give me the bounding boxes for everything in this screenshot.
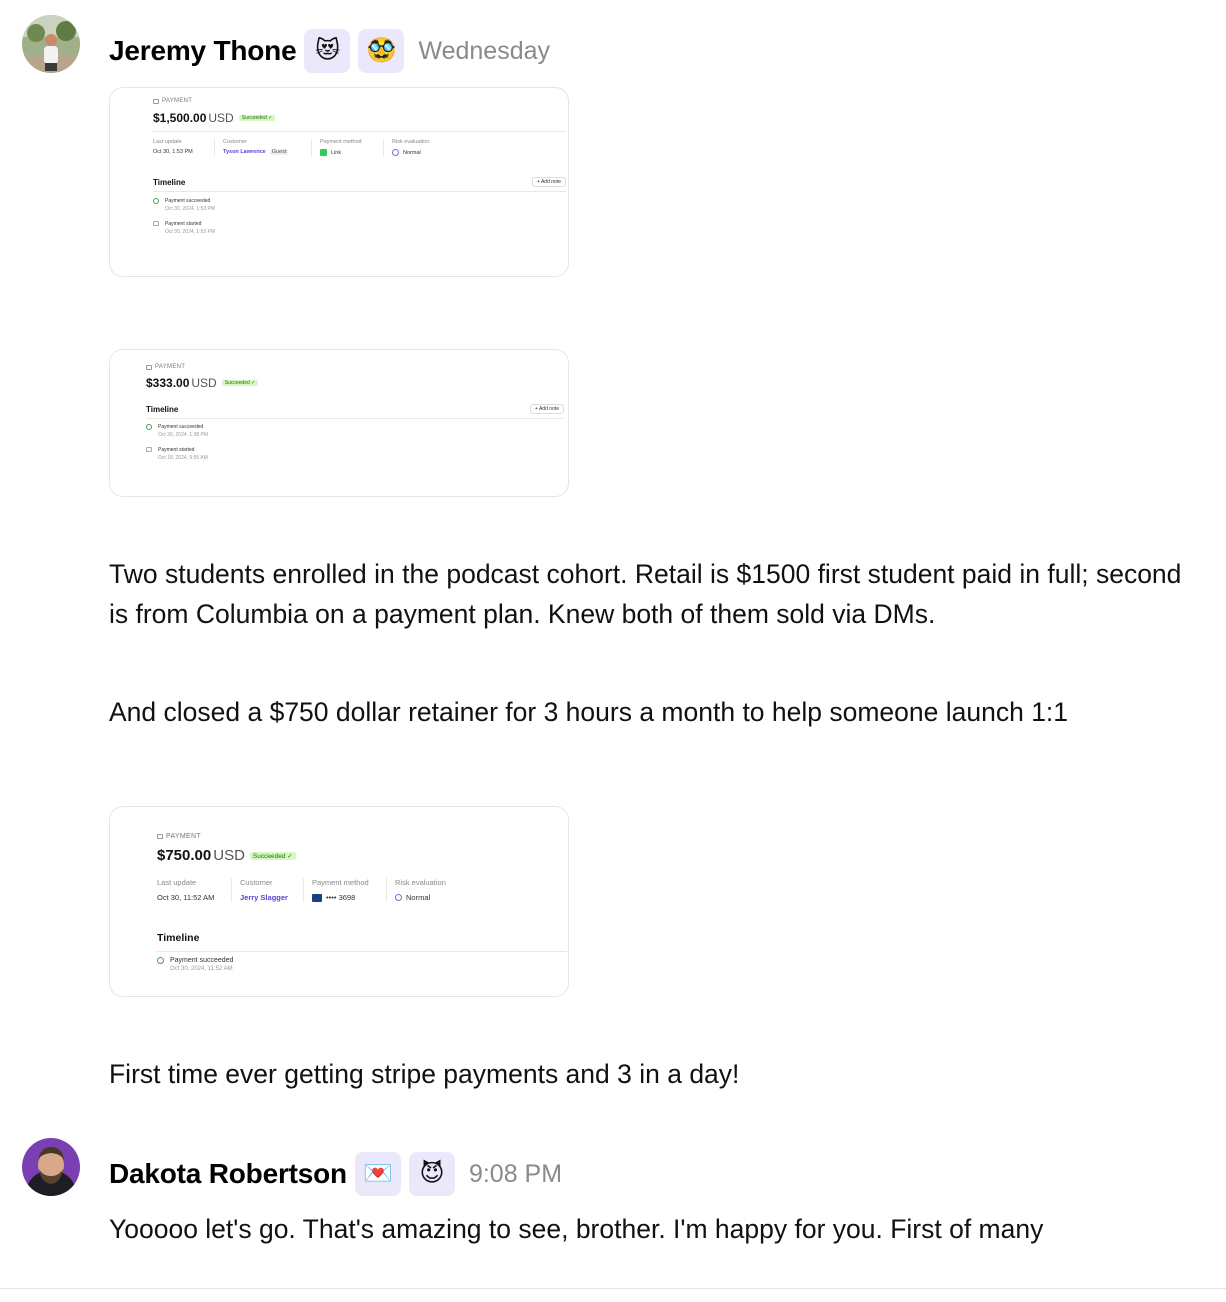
reaction-badge[interactable]: 😈: [409, 1152, 455, 1196]
status-badge: Succeeded ✓: [222, 380, 259, 386]
timeline-event: Payment started Oct 30, 2024, 1:53 PM: [153, 221, 566, 235]
payment-icon: [157, 834, 163, 839]
last-update-value: Oct 30, 1:53 PM: [153, 149, 193, 155]
payment-screenshot-attachment[interactable]: [109, 349, 569, 497]
reaction-badge[interactable]: 😻: [304, 29, 350, 73]
reaction-badge[interactable]: 🥸: [358, 29, 404, 73]
payment-amount: $750.00: [157, 847, 212, 864]
payment-currency: USD: [208, 111, 234, 125]
payment-method-label: Payment method: [320, 139, 362, 145]
payment-label: PAYMENT: [157, 833, 567, 840]
payment-screenshot-attachment[interactable]: [109, 87, 569, 277]
customer-label: Customer: [223, 139, 247, 145]
last-update-label: Last update: [153, 139, 182, 145]
customer-link: Tyson Lawrence: [223, 149, 266, 155]
check-circle-icon: [153, 198, 159, 204]
shield-icon: [392, 149, 399, 156]
timeline-event: Payment started Oct 18, 2024, 9:55 AM: [146, 447, 564, 461]
payment-started-icon: [146, 447, 152, 452]
status-badge: Succeeded ✓: [239, 115, 276, 121]
message-text: First time ever getting stripe payments and 3 in a day!: [109, 1059, 740, 1089]
payment-method-value: •••• 3698: [326, 893, 356, 902]
risk-label: Risk evaluation: [395, 878, 446, 887]
check-circle-icon: [157, 957, 164, 964]
message-header: [109, 1152, 562, 1196]
message-text: Two students enrolled in the podcast cohort. Retail is $1500 first student paid in full; second is from Columbia on a payment plan. Knew both of them sold via DMs.: [109, 559, 1182, 629]
reaction-badge[interactable]: 💌: [355, 1152, 401, 1196]
payment-label: PAYMENT: [146, 364, 564, 370]
message-header: [109, 29, 550, 73]
timeline-event: Payment succeeded Oct 30, 2024, 1:53 PM: [153, 198, 566, 212]
author-name[interactable]: Dakota Robertson: [109, 1158, 347, 1189]
timeline-event: Payment succeeded Oct 30, 2024, 1:38 PM: [146, 424, 564, 438]
person-outdoors-avatar-icon: [22, 15, 80, 73]
payment-screenshot-attachment[interactable]: [109, 806, 569, 997]
avatar[interactable]: [22, 1138, 80, 1196]
avatar[interactable]: [22, 15, 80, 73]
timeline-title: Timeline: [153, 177, 186, 187]
add-note-button: + Add note: [530, 404, 564, 414]
payment-amount: $1,500.00: [153, 111, 207, 125]
add-note-button: + Add note: [532, 177, 566, 187]
payment-currency: USD: [191, 376, 217, 390]
timestamp[interactable]: Wednesday: [418, 36, 551, 65]
payment-method-value: Link: [331, 149, 342, 156]
payment-method-label: Payment method: [312, 878, 369, 887]
payment-icon: [146, 365, 152, 370]
guest-tag: Guest: [271, 149, 287, 155]
author-name[interactable]: Jeremy Thone: [109, 35, 297, 66]
risk-value: Normal: [406, 893, 431, 902]
visa-card-icon: [312, 894, 322, 902]
message-text: And closed a $750 dollar retainer for 3 hours a month to help someone launch 1:1: [109, 697, 1069, 727]
check-circle-icon: [146, 424, 152, 430]
timeline-title: Timeline: [157, 932, 200, 944]
message-text: Yooooo let's go. That's amazing to see, brother. I'm happy for you. First of many: [109, 1214, 1044, 1244]
risk-label: Risk evaluation: [392, 139, 430, 145]
last-update-label: Last update: [157, 878, 197, 887]
payment-icon: [153, 99, 159, 104]
payment-amount: $333.00: [146, 376, 190, 390]
payment-currency: USD: [213, 847, 245, 864]
shield-icon: [395, 894, 402, 901]
link-icon: [320, 149, 327, 156]
timeline-event: Payment succeeded Oct 30, 2024, 11:52 AM: [157, 957, 567, 972]
timestamp[interactable]: 9:08 PM: [468, 1159, 563, 1188]
customer-label: Customer: [240, 878, 273, 887]
status-badge: Succeeded ✓: [250, 852, 296, 860]
divider: [0, 1288, 1226, 1289]
customer-link: Jerry Slagger: [240, 893, 288, 902]
bearded-man-avatar-icon: [22, 1138, 80, 1196]
timeline-title: Timeline: [146, 404, 179, 414]
payment-started-icon: [153, 221, 159, 226]
last-update-value: Oct 30, 11:52 AM: [157, 893, 215, 902]
risk-value: Normal: [403, 149, 421, 156]
payment-label: PAYMENT: [153, 98, 566, 104]
